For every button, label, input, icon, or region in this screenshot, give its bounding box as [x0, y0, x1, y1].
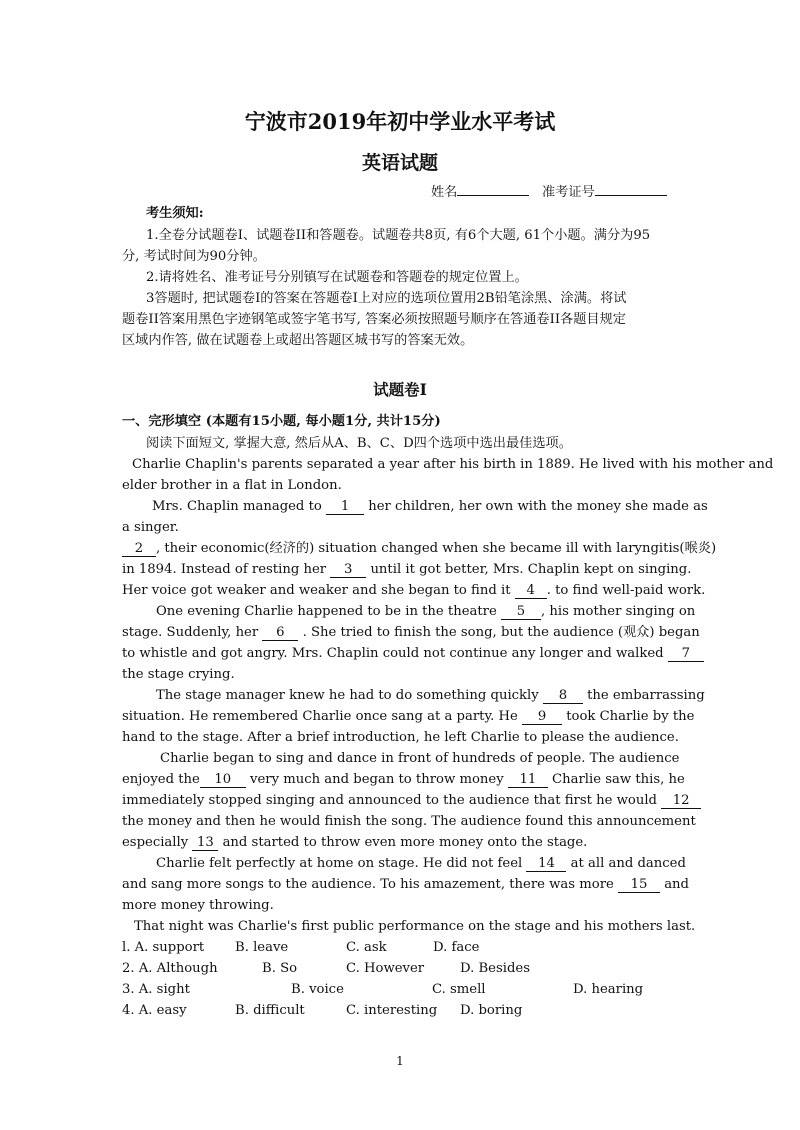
option-b: B. leave	[235, 940, 289, 955]
passage-line: to whistle and got angry. Mrs. Chaplin could not continue any longer and walked 7	[122, 645, 704, 663]
option-d: D. Besides	[460, 961, 530, 976]
notice-line: 3答题时, 把试题卷I的答案在答题卷I上对应的选项位置用2B铅笔涂黑、涂满。将试	[146, 291, 627, 306]
notice-line: 1.全卷分试题卷I、试题卷II和答题卷。试题卷共8页, 有6个大题, 61个小题。满分为95	[146, 228, 651, 243]
blank-12: 12	[661, 793, 701, 809]
blank-7: 7	[668, 646, 704, 662]
option-d: D. boring	[460, 1003, 523, 1018]
passage-line: Charlie Chaplin's parents separated a year after his birth in 1889. He lived with his mother and	[132, 457, 774, 472]
passage-line: immediately stopped singing and announced to the audience that first he would 12	[122, 792, 701, 810]
blank-15: 15	[618, 877, 660, 893]
passage-line: the money and then he would finish the song. The audience found this announcement	[122, 814, 696, 829]
passage-line: more money throwing.	[122, 898, 274, 913]
passage-line: Charlie felt perfectly at home on stage. He did not feel 14 at all and danced	[156, 856, 686, 871]
option-c: C. smell	[432, 982, 486, 997]
id-label: 准考证号	[541, 185, 595, 200]
passage-line: in 1894. Instead of resting her 3 until it got better, Mrs. Chaplin kept on singing.	[122, 562, 692, 577]
passage-line: a singer.	[122, 520, 179, 535]
blank-13: 13	[192, 835, 218, 851]
section-title: 试题卷I	[373, 380, 427, 399]
option-d: D. hearing	[573, 982, 644, 997]
passage-line: especially 13 and started to throw even more money onto the stage.	[122, 835, 588, 850]
notice-heading: 考生须知:	[146, 206, 204, 221]
student-info	[431, 184, 667, 202]
blank-11: 11	[508, 772, 548, 788]
notice-line: 区域内作答, 做在试题卷上或超出答题区城书写的答案无效。	[122, 333, 474, 348]
passage-line: and sang more songs to the audience. To his amazement, there was more 15 and	[122, 877, 689, 892]
blank-14: 14	[526, 856, 566, 872]
notice-line: 2.请将姓名、准考证号分别镇写在试题卷和答题卷的规定位置上。	[146, 270, 528, 285]
option-a: l. A. support	[122, 940, 205, 955]
page-number: 1	[396, 1054, 404, 1068]
passage-line: elder brother in a flat in London.	[122, 478, 342, 493]
option-a: 4. A. easy	[122, 1003, 187, 1018]
passage-line: One evening Charlie happened to be in the theatre 5 , his mother singing on	[156, 604, 696, 619]
passage-line: enjoyed the 10 very much and began to throw money 11 Charlie saw this, he	[122, 772, 685, 787]
blank-1: 1	[326, 499, 364, 515]
blank-9: 9	[522, 709, 562, 725]
page-subtitle: 英语试题	[361, 152, 438, 174]
passage-line: That night was Charlie's first public performance on the stage and his mothers last.	[134, 919, 696, 934]
blank-2: 2	[122, 541, 156, 557]
passage-line: stage. Suddenly, her 6 . She tried to finish the song, but the audience (观众) began	[122, 625, 700, 640]
blank-8: 8	[543, 688, 583, 704]
name-label: 姓名	[431, 185, 458, 200]
passage-line: 2 , their economic(经济的) situation changed when she became ill with laryngitis(喉炎)	[122, 540, 716, 558]
passage-line: situation. He remembered Charlie once sang at a party. He 9 took Charlie by the	[122, 709, 695, 724]
option-b: B. voice	[291, 982, 344, 997]
notice-line: 分, 考试时间为90分钟。	[122, 249, 266, 264]
id-blank	[595, 195, 667, 196]
option-b: B. difficult	[235, 1003, 305, 1018]
option-d: D. face	[433, 940, 480, 955]
passage-line: hand to the stage. After a brief introduction, he left Charlie to please the audience.	[122, 730, 679, 745]
passage-line: Mrs. Chaplin managed to 1 her children, her own with the money she made as	[152, 499, 708, 514]
instruction: 阅读下面短文, 掌握大意, 然后从A、B、C、D四个选项中选出最佳选项。	[146, 436, 572, 451]
option-c: C. interesting	[346, 1003, 438, 1018]
name-blank	[457, 195, 529, 196]
option-b: B. So	[262, 961, 298, 976]
passage-line: The stage manager knew he had to do something quickly 8 the embarrassing	[156, 688, 705, 703]
passage-line: Her voice got weaker and weaker and she began to find it 4 . to find well-paid work.	[122, 583, 706, 598]
option-a: 2. A. Although	[122, 961, 218, 976]
option-c: C. However	[346, 961, 425, 976]
blank-4: 4	[515, 583, 547, 599]
option-a: 3. A. sight	[122, 982, 190, 997]
part-heading: 一、完形填空 (本题有15小题, 每小题1分, 共计15分)	[122, 414, 441, 429]
blank-5: 5	[501, 604, 541, 620]
option-c: C. ask	[346, 940, 387, 955]
passage-line: the stage crying.	[122, 667, 235, 682]
page-title: 宁波市2019年初中学业水平考试	[244, 109, 556, 134]
blank-10: 10	[200, 772, 246, 788]
notice-line: 题卷II答案用黑色字迹钢笔或签字笔书写, 答案必须按照题号顺序在答通卷II各题目规定	[122, 312, 626, 327]
blank-3: 3	[330, 562, 366, 578]
blank-6: 6	[262, 625, 298, 641]
passage-line: Charlie began to sing and dance in front of hundreds of people. The audience	[160, 751, 680, 766]
